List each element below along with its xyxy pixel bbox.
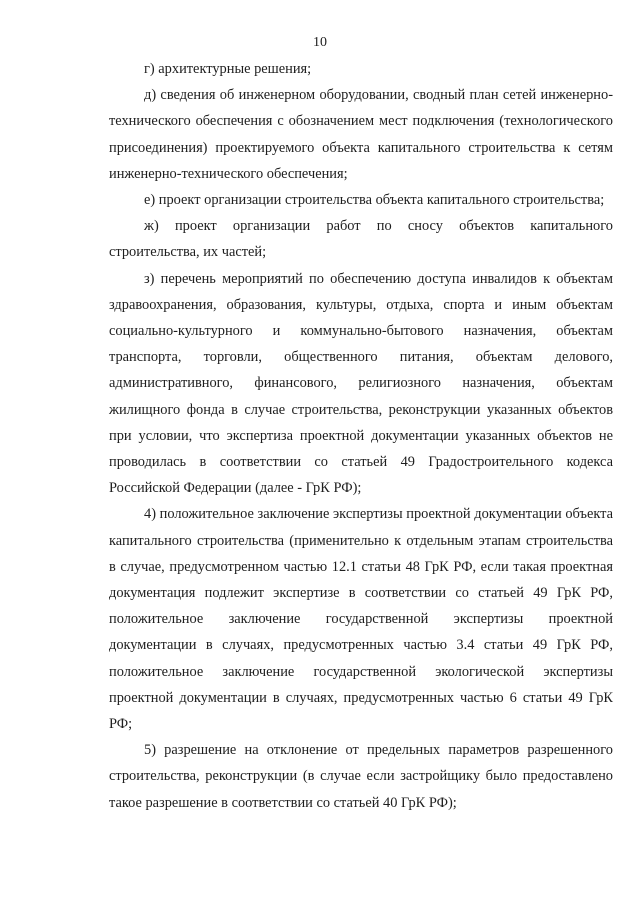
paragraph-zh-demolition-works: ж) проект организации работ по сносу объектов капитального строительства, их частей; [109,218,613,261]
paragraph-4-expert-conclusion: 4) положительное заключение экспертизы проектной документации объекта капитального строительства (применительно к отдельным этапам строительства в случае, предусмотренном частью 12.1 статьи 48 ГрК РФ, если такая проектная документация подлежит экспертизе в соответствии со статьей 49 ГрК РФ, положительное заключение государственной экспертизы проектной документации в случаях, предусмотренных частью 3.4 статьи 49 ГрК РФ, положительное заключение государственной экологической экспертизы проектной документации в случаях, предусмотренных частью 6 статьи 49 ГрК РФ; [109,506,613,733]
paragraph-g-architectural-solutions: г) архитектурные решения; [144,61,312,77]
paragraph-z-accessibility-measures: з) перечень мероприятий по обеспечению доступа инвалидов к объектам здравоохранения, образования, культуры, отдыха, спорта и иным объектам социально-культурного и коммунально-бытового назначения, объектам транспорта, торговли, общественного питания, объектам делового, административного, финансового, религиозного назначения, объектам жилищного фонда в случае строительства, реконструкции указанных объектов при условии, что экспертиза проектной документации указанных объектов не проводилась в соответствии со статьей 49 Градостроительного кодекса Российской Федерации (далее - ГрК РФ); [109,270,613,497]
paragraph-5-deviation-permit: 5) разрешение на отклонение от предельных параметров разрешенного строительства, реконструкции (в случае если застройщику было предоставлено такое разрешение в соответствии со статьей 40 ГрК РФ); [109,742,613,811]
page-number: 10 [313,35,327,50]
document-body [109,56,613,816]
paragraph-d-engineering-equipment: д) сведения об инженерном оборудовании, сводный план сетей инженерно-технического обеспечения с обозначением мест подключения (технологического присоединения) проектируемого объекта капитального строительства к сетям инженерно-технического обеспечения; [109,87,613,182]
paragraph-e-construction-organization: е) проект организации строительства объекта капитального строительства; [144,192,605,209]
